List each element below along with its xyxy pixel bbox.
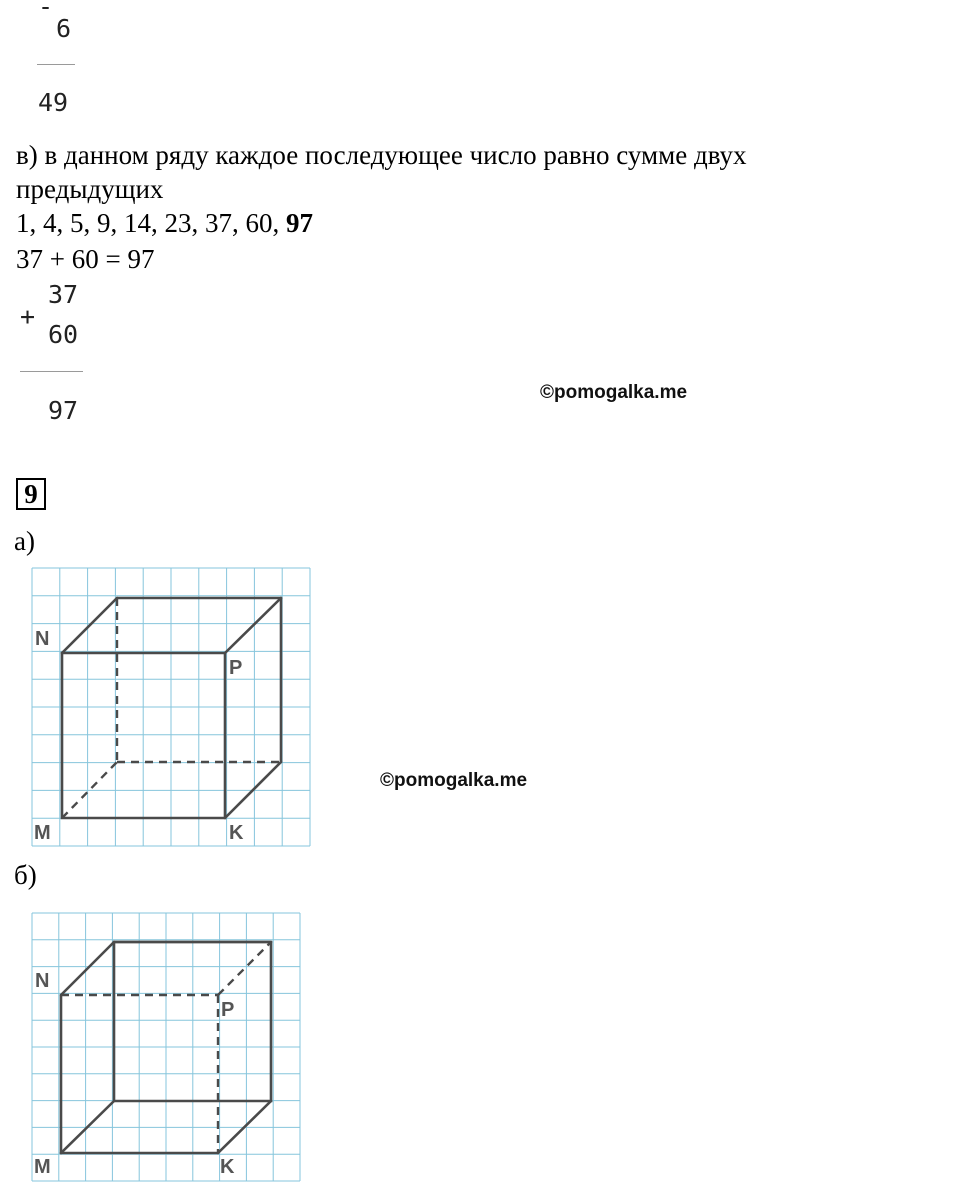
label-m-b: M [34,1156,51,1178]
label-n-a: N [35,628,50,650]
label-p-b: P [221,999,235,1021]
addition-rule [20,371,83,372]
label-p-a: P [229,657,243,679]
part-v-statement-cont: предыдущих [16,174,164,204]
subtrahend: 6 [56,14,72,43]
watermark-top: ©pomogalka.me [540,382,688,403]
plus-sign: + [20,302,36,331]
label-m-a: M [34,822,51,844]
subtraction-rule [37,64,75,65]
watermark-middle: ©pomogalka.me [380,770,528,791]
part-v-statement: в) в данном ряду каждое последующее число равно сумме двух [16,140,747,170]
part-b-label: б) [14,860,37,890]
equation-line: 37 + 60 = 97 [16,244,155,274]
label-k-b: K [220,1156,235,1178]
addend-2: 60 [48,320,79,349]
sequence-prefix: 1, 4, 5, 9, 14, 23, 37, 60, [16,208,280,238]
cube-figure-a [30,566,312,848]
sequence-line [16,206,313,240]
subtraction-result: 49 [38,88,69,117]
label-n-b: N [35,970,50,992]
minus-sign: - [38,0,54,21]
addend-1: 37 [48,280,79,309]
task-number: 9 [16,478,46,510]
part-a-label: а) [14,526,35,556]
cube-figure-b [30,911,302,1183]
label-k-a: K [229,822,244,844]
addition-sum: 97 [48,396,79,425]
sequence-answer: 97 [286,208,313,238]
